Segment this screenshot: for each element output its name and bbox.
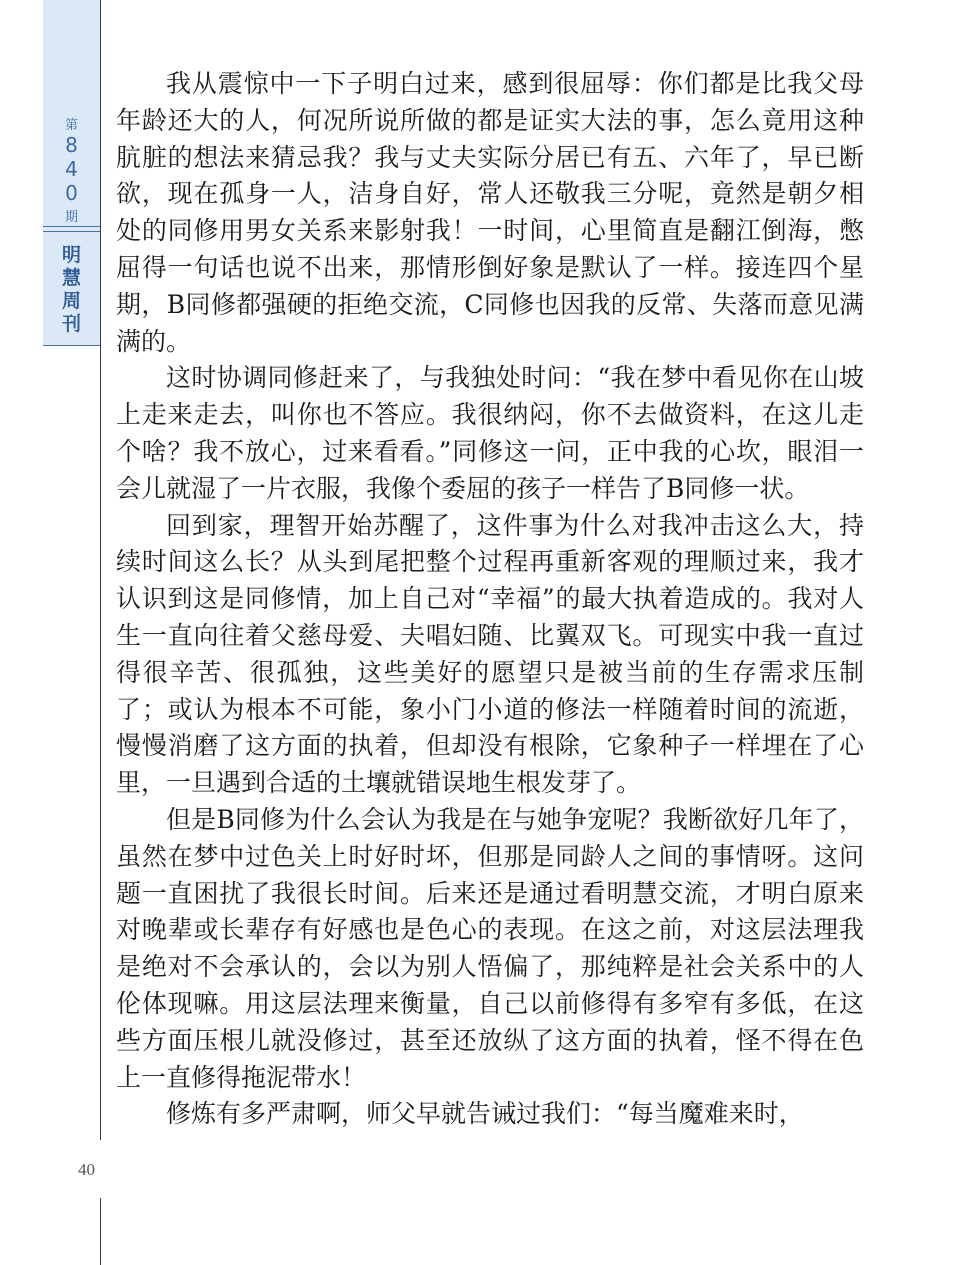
masthead-char: 刊	[61, 313, 81, 335]
page-number: 40	[78, 1160, 95, 1179]
issue-prefix: 第	[64, 118, 78, 133]
paragraph: 我从震惊中一下子明白过来，感到很屈辱：你们都是比我父母年龄还大的人，何况所说所做的都是证实大法的事，怎么竟用这种肮脏的想法来猜忌我？我与丈夫实际分居已有五、六年了，早已断欲，现在孤身一人，洁身自好，常人还敬我三分呢，竟然是朝夕相处的同修用男女关系来影射我！一时间，心里简直是翻江倒海，憋屈得一句话也说不出来，那情形倒好象是默认了一样。接连四个星期，B同修都强硬的拒绝交流，C同修也因我的反常、失落而意见满满的。	[116, 69, 864, 356]
issue-number	[43, 133, 100, 205]
paragraph: 修炼有多严肃啊，师父早就告诫过我们：“每当魔难来时，	[166, 1099, 804, 1129]
masthead-title	[43, 244, 100, 336]
margin-rule	[100, 0, 101, 1140]
issue-suffix: 期	[64, 210, 78, 225]
sidebar-bottom-line	[43, 345, 100, 346]
masthead-char: 周	[61, 290, 81, 312]
paragraph: 但是B同修为什么会认为我是在与她争宠呢？我断欲好几年了，虽然在梦中过色关上时好时坏，但那是同龄人之间的事情呀。这问题一直困扰了我很长时间。后来还是通过看明慧交流，才明白原来对晚辈或长辈存有好感也是色心的表现。在这之前，对这层法理我是绝对不会承认的，会以为别人悟偏了，那纯粹是社会关系中的人伦体现嘛。用这层法理来衡量，自己以前修得有多窄有多低，在这些方面压根儿就没修过，甚至还放纵了这方面的执着，怪不得在色上一直修得拖泥带水！	[116, 804, 864, 1092]
issue-digit: 0	[65, 181, 78, 205]
sidebar-divider	[43, 231, 100, 232]
issue-digit: 4	[65, 157, 78, 181]
paragraph: 这时协调同修赶来了，与我独处时问：“我在梦中看见你在山坡上走来走去，叫你也不答应。我很纳闷，你不去做资料，在这儿走个啥？我不放心，过来看看。”同修这一问，正中我的心坎，眼泪一会儿就湿了一片衣服，我像个委屈的孩子一样告了B同修一状。	[116, 363, 864, 503]
issue-digit: 8	[65, 133, 78, 157]
masthead-char: 明	[61, 244, 81, 266]
masthead-char: 慧	[61, 267, 81, 289]
paragraph: 回到家，理智开始苏醒了，这件事为什么对我冲击这么大，持续时间这么长？从头到尾把整个过程再重新客观的理顺过来，我才认识到这是同修情，加上自己对“幸福”的最大执着造成的。我对人生一直向往着父慈母爱、夫唱妇随、比翼双飞。可现实中我一直过得很辛苦、很孤独，这些美好的愿望只是被当前的生存需求压制了；或认为根本不可能，象小门小道的修法一样随着时间的流逝，慢慢消磨了这方面的执着，但却没有根除，它象种子一样埋在了心里，一旦遇到合适的土壤就错误地生根发芽了。	[116, 510, 864, 798]
sidebar-divider	[43, 226, 100, 227]
margin-rule	[100, 1198, 101, 1265]
article-body	[116, 66, 864, 1133]
